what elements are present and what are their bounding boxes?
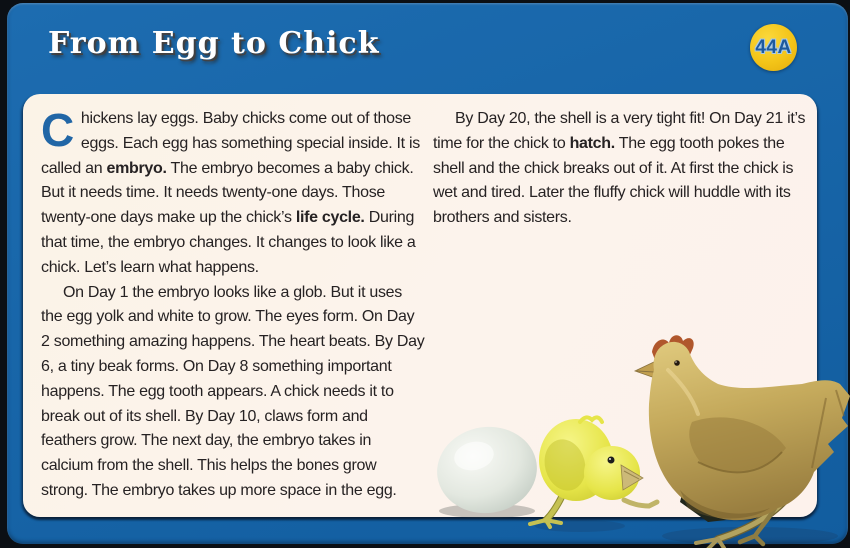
chick-photo — [530, 417, 657, 532]
hen-photo — [635, 335, 850, 548]
page-title: From Egg to Chick — [48, 26, 380, 61]
vocab-life-cycle: life cycle. — [295, 209, 365, 227]
photo-strip — [430, 330, 850, 548]
dropcap: C — [41, 104, 74, 156]
lesson-number-badge — [750, 24, 797, 71]
egg-photo — [432, 420, 543, 519]
vocab-hatch: hatch. — [569, 134, 615, 152]
vocab-embryo: embryo. — [106, 159, 167, 177]
paragraph-development: On Day 1 the embryo looks like a glob. But it uses the egg yolk and white to grow. The eyes form. On Day 2 something amazing happens. The heart beats. By Day 6, a tiny beak forms. On Day 8 something important happens. The egg tooth appears. A chick needs it to break out of its shell. By Day 10, claws form and feathers grow. The next day, the embryo takes in calcium from the shell. This helps the bones grow strong. The embryo takes up more space in the egg. — [41, 283, 425, 499]
paragraph-hatching — [433, 107, 817, 231]
intro-text-2: The embryo becomes a baby chick. But it needs time. It needs twenty-one days. Those twenty-one days make up the chick’s — [41, 159, 414, 227]
lesson-number-label: 44A — [755, 36, 792, 58]
paragraph-intro — [41, 104, 425, 281]
intro-text-1: hickens lay eggs. Baby chicks come out of those eggs. Each egg has something special inside. It is called an — [41, 110, 420, 177]
hatch-text-1: By Day 20, the shell is a very tight fit! On Day 21 it’s time for the chick to — [433, 110, 806, 152]
left-column — [41, 104, 425, 504]
hatch-text-2: The egg tooth pokes the shell and the chick breaks out of it. At first the chick is wet and tired. Later the fluffy chick will huddle with its brothers and sisters. — [433, 134, 794, 227]
intro-text-3: During that time, the embryo changes. It changes to look like a chick. Let’s learn what happens. — [41, 209, 416, 276]
right-column — [433, 107, 817, 231]
